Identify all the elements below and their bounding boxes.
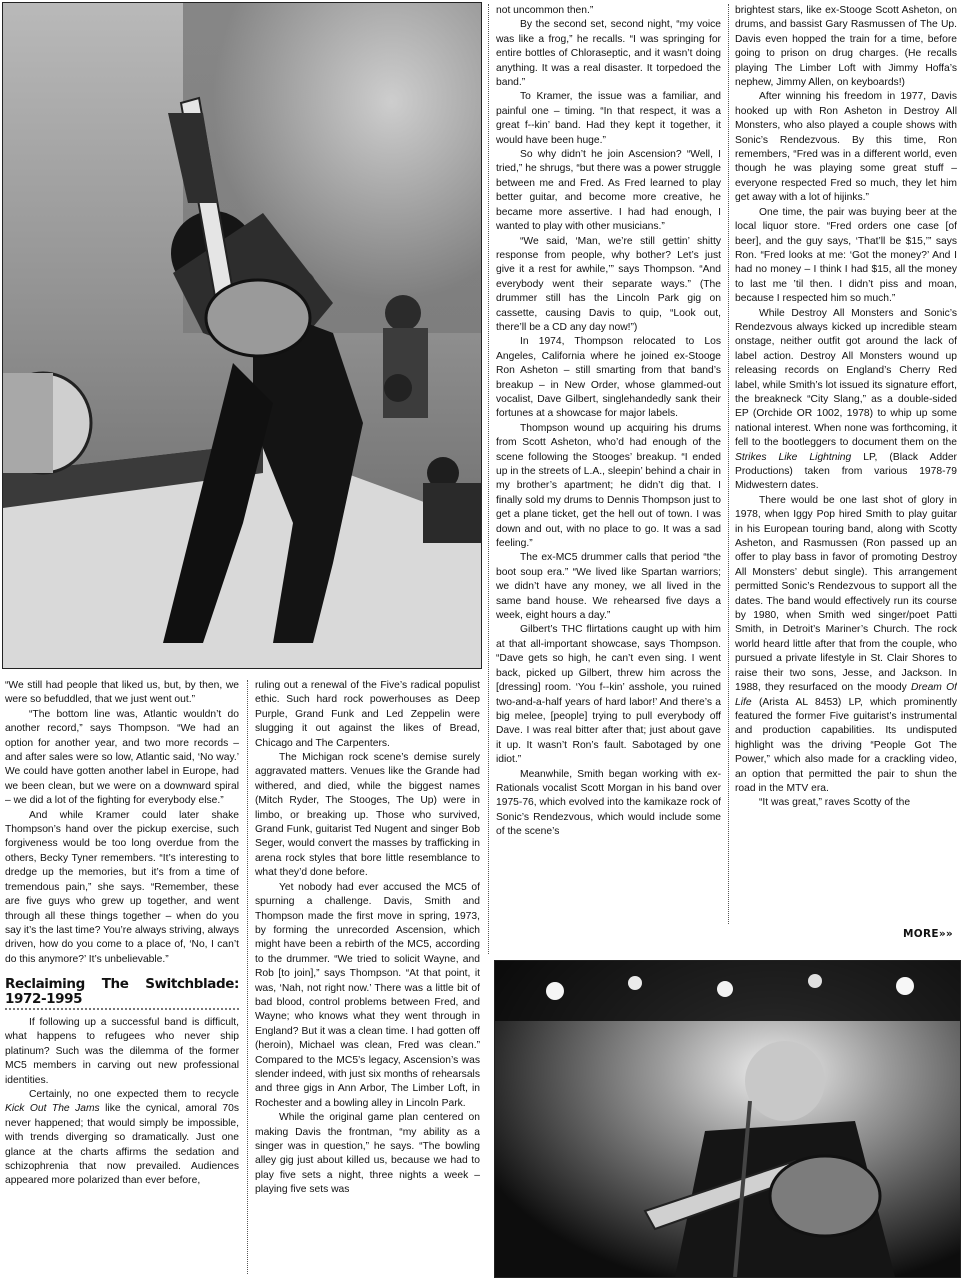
text-run: There would be one last shot of glory in 1978, when Iggy Pop hired Smith to play guitar in his European touring band, along with Scotty Asheton, and Rasmussen (Ron passed up an offer to play bass in favor of promoting Destroy All Monsters’ debut single). This arrangement permitted Sonic’s Rendezvous to support all the dates. The band would effectively run its course by 1980, when Smith wed singer/poet Patti Smith, in Detroit’s Mariner’s Church. The rock world heard little after that from the couple, who pursued a private lifestyle in St. Clair Shores to raise their two sons, Jesse, and Jackson. In 1988, they resurfaced on the moody bbox=[735, 494, 957, 694]
album-title: Strikes Like Lightning bbox=[735, 451, 852, 463]
paragraph: Gilbert’s THC flirtations caught up with him at that all-important showcase, says Thompson. “Dave gets so high, he can’t even sing. I went back, picked up Gilbert, threw him across the [dressing] room. ‘You f--kin’ asshole, you ruined two-and-a-half years of hard labor!’ And there’s a big melee, [people] trying to pull everybody off Dave. I was real bitter after that; just about gave it up. It wasn’t Ron’s fault. Sabotaged by one idiot.” bbox=[496, 624, 721, 766]
paragraph: The ex-MC5 drummer calls that period “the boot soup era.” “We lived like Spartan warriors; we didn’t have any money, we all lived in the same band house. We rehearsed five days a week, eight hours a day.” bbox=[496, 552, 721, 622]
paragraph: While the original game plan centered on making Davis the frontman, “my ability as a singer was in question,” he says. “The bowling alley gig just about killed us, because we had to play five sets a night, three nights a week – playing five sets was bbox=[255, 1112, 480, 1196]
paragraph: ruling out a renewal of the Five’s radical populist ethic. Such hard rock powerhouses as Deep Purple, Grand Funk and Led Zeppelin were slugging it out against the likes of Bread, Chicago and The Carpenters. bbox=[255, 680, 480, 749]
paragraph: So why didn’t he join Ascension? “Well, I tried,” he shrugs, “but there was a power struggle between me and Fred. As Fred learned to play better guitar, and become more creative, he became more assertive. I had had enough, I wanted to play with other musicians.” bbox=[496, 149, 721, 233]
stage-photo-illustration bbox=[495, 961, 960, 1277]
album-title: Dream Of Life bbox=[735, 682, 957, 708]
guitarist-performance-photo bbox=[2, 2, 482, 669]
album-title: Kick Out The Jams bbox=[5, 1103, 100, 1115]
section-subhead: Reclaiming The Switchblade: 1972-1995 bbox=[5, 977, 239, 1010]
text-run: LP, (Black Adder Productions) taken from various 1978-79 Midwestern dates. bbox=[735, 451, 957, 492]
article-column-3 bbox=[496, 4, 721, 932]
text-run: While Destroy All Monsters and Sonic’s Rendezvous always kicked up incredible steam onstage, neither outfit got around the lack of label action. Destroy All Monsters wound up releasing records on England’s Cherry Red label, while Smith’s lot issued its signature effort, the breakneck “City Slang,” as a double-sided EP (Orchide OR 1002, 1978) to whip up some national interest. When none was forthcoming, it fell to the bootleggers to document them on the bbox=[735, 307, 957, 449]
paragraph: In 1974, Thompson relocated to Los Angeles, California where he joined ex-Stooge Ron Asheton – still smarting from that band’s breakup – in New Order, whose glammed-out vocalist, Dave Gilbert, singlehandedly sank their fortunes at a showcase for major labels. bbox=[496, 336, 721, 420]
article-column-2 bbox=[255, 679, 480, 1277]
paragraph: Meanwhile, Smith began working with ex-Rationals vocalist Scott Morgan in his band over 1975-76, which evolved into the kamikaze rock of Sonic’s Rendezvous, which would include some of the scene’s bbox=[496, 768, 721, 838]
column-divider bbox=[488, 4, 489, 954]
text-run: like the cynical, amoral 70s never happened; that would simply be impossible, with trends diverging so dramatically. Just one glance at the charts affirms the sedation and schizophrenia that now prevailed. Audiences appeared more polarized than ever before, bbox=[5, 1103, 239, 1187]
column-divider bbox=[247, 680, 248, 1274]
paragraph: Thompson wound up acquiring his drums from Scott Asheton, who’d had enough of the scene following the Stooges’ breakup. “I ended up in the streets of L.A., sleepin’ behind a chair in my brother’s apartment; he didn’t dig that. I finally sold my drums to Dennis Thompson just to get a plane ticket, get the hell out of town. I was down and out, with no place to go. It was a sad feeling.” bbox=[496, 422, 721, 550]
paragraph: not uncommon then.” bbox=[496, 5, 594, 16]
paragraph: One time, the pair was buying beer at the local liquor store. “Fred orders one case [of beer], and the guy says, ‘That’ll be $15,’” says Ron. “Fred looks at me: ‘Got the money?’ And I had no money – I think I had $15, all the money to last me ’til then. I didn’t piss and moan, because I respected him so much.” bbox=[735, 206, 957, 305]
paragraph: By the second set, second night, “my voice was like a frog,” he recalls. “I was springing for entire bottles of Chloraseptic, and it wasn’t doing anything. It was a real disaster. It torpedoed the band.” bbox=[496, 19, 721, 89]
paragraph: To Kramer, the issue was a familiar, and painful one – timing. “In that respect, it was a great f--kin’ band. Had they kept it together, it would have been huge.” bbox=[496, 91, 721, 146]
stage-guitarist-photo bbox=[494, 960, 961, 1278]
article-column-4 bbox=[735, 4, 957, 924]
text-run: Certainly, no one expected them to recycle bbox=[29, 1088, 239, 1100]
paragraph: After winning his freedom in 1977, Davis hooked up with Ron Asheton in Destroy All Monsters, who also played a couple shows with Sonic’s Rendezvous. By this time, Ron remembers, “Fred was in a different world, even though he was playing some great stuff – everyone respected Fred so much, they let him get away with a lot of hijinks.” bbox=[735, 91, 957, 204]
text-run: (Arista AL 8453) LP, which prominently featured the former Five guitarist’s instrumental and production capabilities. Its undisputed highlight was the driving “People Got The Power,” which also made for a crackling video, an option that permitted the pair to shun the road in the MTV era. bbox=[735, 696, 957, 794]
paragraph: If following up a successful band is difficult, what happens to refugees who never ship platinum? Such was the dilemma of the former MC5 members in carving out new professional identities. bbox=[5, 1016, 239, 1086]
paragraph: “We said, ‘Man, we’re still gettin’ shitty response from people, why bother? Let’s just give it a rest for awhile,’” says Thompson. “And everybody went their separate ways.” (The drummer still has the Lincoln Park gig on cassette, causing Davis to quip, “Look out, there’ll be a CD any day now!”) bbox=[496, 235, 721, 333]
paragraph: The Michigan rock scene’s demise surely aggravated matters. Venues like the Grande had withered, and died, while the biggest names (Mitch Ryder, The Stooges, The Up) were in limbo, or breaking up. Those who survived, Grand Funk, guitarist Ted Nugent and singer Bob Seger, would convert the masses by trafficking in arena rock styles that bore little resemblance to what they’d done before. bbox=[255, 752, 480, 879]
paragraph bbox=[5, 1088, 239, 1189]
article-column-1 bbox=[5, 679, 239, 1277]
paragraph bbox=[735, 494, 957, 797]
paragraph bbox=[735, 307, 957, 494]
paragraph: Yet nobody had ever accused the MC5 of spurning a challenge. Davis, Smith and Thompson made the first move in spring, 1973, by forming the unrecorded Ascension, which might have been a rebirth of the MC5, according to the drummer. “We tried to solicit Wayne, and Rob [to join],” says Thompson. “At that point, it was, ‘Nah, not right now.’ There was a little bit of bad blood, control problems between Fred, and Wayne; who knows what they went through in England? But it was a clean time. I had gotten off (heroin), Michael was clean, Fred was clean.” Compared to the MC5’s legacy, Ascension’s was slender indeed, with just six months of rehearsals and three gigs in Ann Arbor, The Limber Loft, in Rochester and a bowling alley in Lincoln Park. bbox=[255, 881, 480, 1109]
paragraph: brightest stars, like ex-Stooge Scott Asheton, on drums, and bassist Gary Rasmussen of The Up. Davis even hopped the train for a time, before going to prison on drug charges. (He recalls playing The Limber Loft with Jimmy Hoffa’s nephew, Jimmy Allen, on keyboards!) bbox=[735, 5, 957, 89]
continued-indicator[interactable]: MORE»» bbox=[903, 928, 953, 940]
column-divider bbox=[728, 4, 729, 924]
guitarist-photo-illustration bbox=[3, 3, 481, 668]
paragraph: And while Kramer could later shake Thompson’s hand over the pickup exercise, such forgiveness would be too long overdue from the others, Becky Tyner remembers. “It’s interesting to dredge up the memories, but it’s from a time of tremendous pain,” she says. “Remember, these are five guys who grew up together, and went through all these things together – when do you say it’s the last time? You’re always striving, always driven, how do you come to a place of, ‘No, I can’t do this anymore?’ It’s unbelievable.” bbox=[5, 809, 239, 965]
paragraph: “The bottom line was, Atlantic wouldn’t do another record,” says Thompson. “We had an option for another year, and two more records – and after sales were so low, Atlantic said, ‘No way.’ We could have gotten another label in Europe, had we been clean, but we were on a downward spiral – we did a lot of the fighting for everybody else.” bbox=[5, 708, 239, 807]
paragraph: “It was great,” raves Scotty of the bbox=[759, 797, 911, 809]
paragraph: “We still had people that liked us, but, by then, we were so befuddled, that we just went out.” bbox=[5, 680, 239, 706]
